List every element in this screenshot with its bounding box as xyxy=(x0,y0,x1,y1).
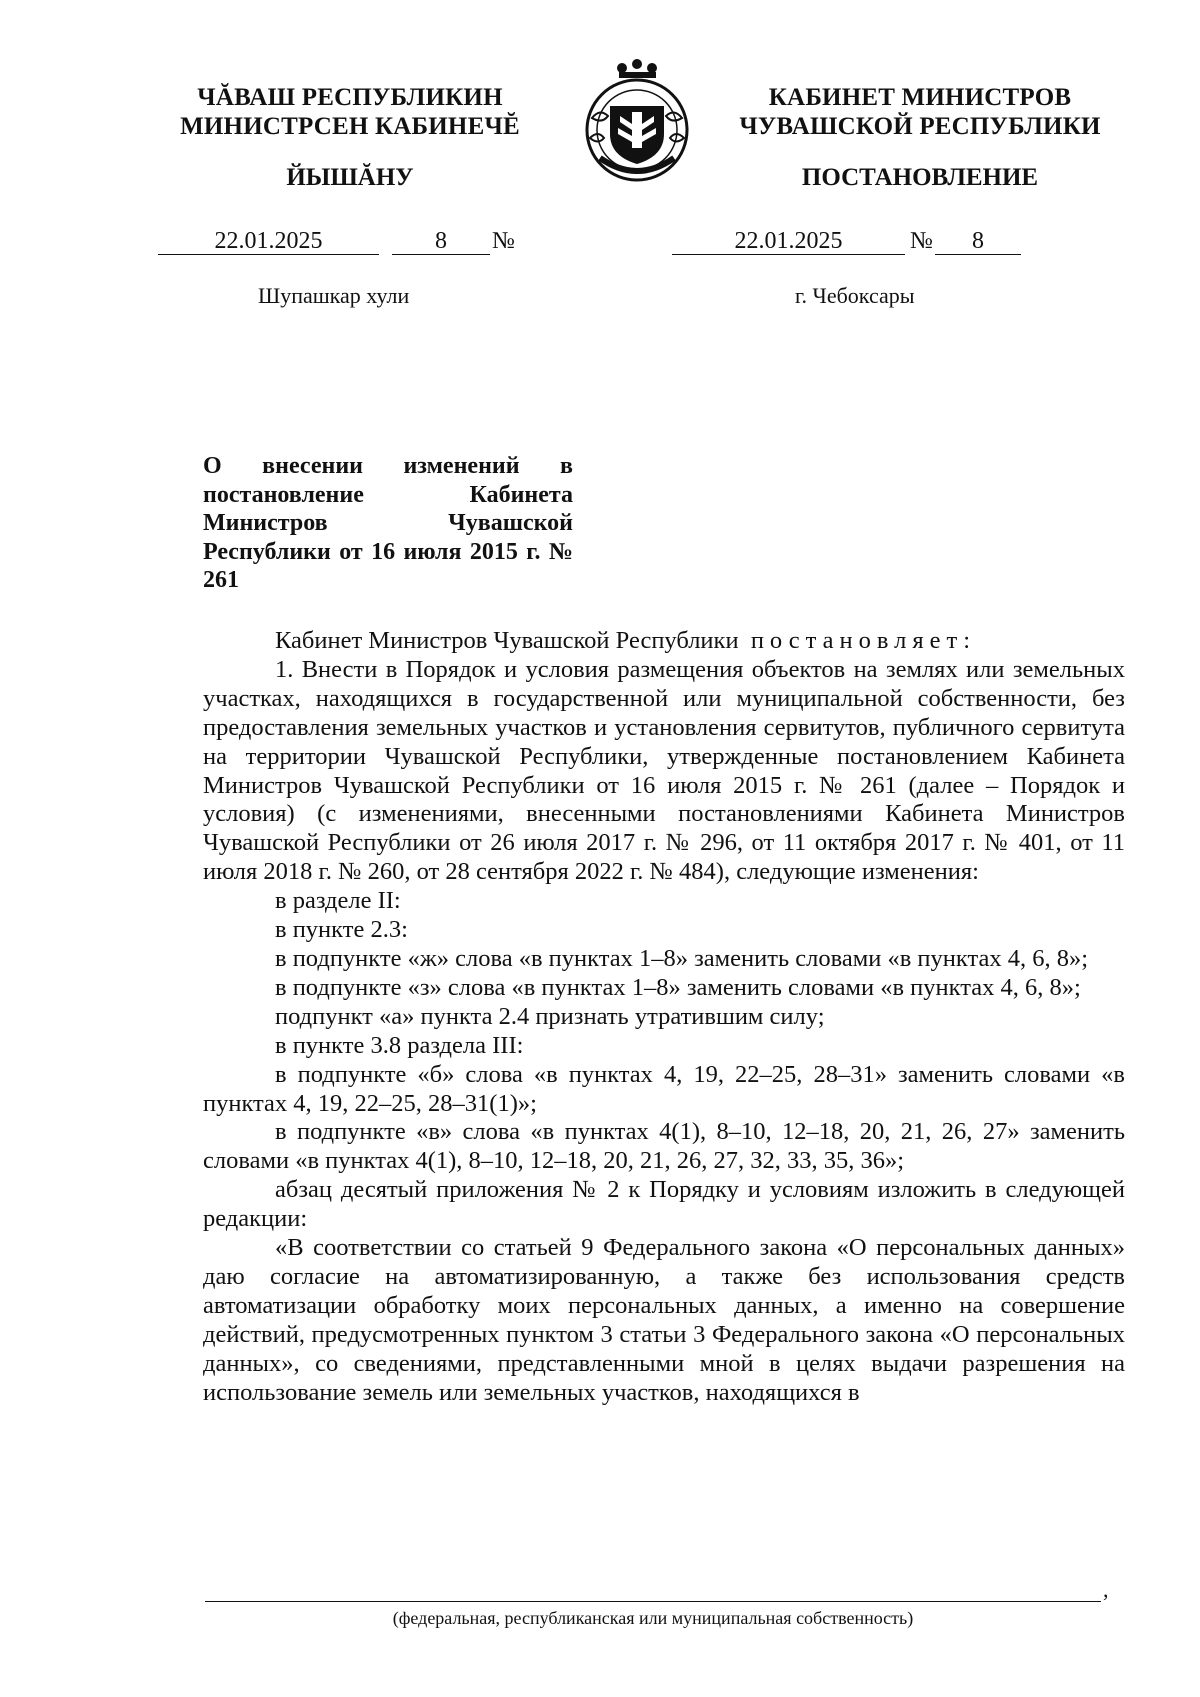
document-body xyxy=(203,627,1125,1407)
header-right-line2: ЧУВАШСКОЙ РЕСПУБЛИКИ xyxy=(739,113,1101,140)
body-paragraph: в пункте 3.8 раздела III: xyxy=(275,1031,524,1059)
right-date-field: 22.01.2025 xyxy=(672,228,905,255)
chuvash-republic-emblem-icon xyxy=(570,58,705,183)
right-city: г. Чебоксары xyxy=(795,283,915,308)
header-right-line1: КАБИНЕТ МИНИСТРОВ xyxy=(768,84,1072,111)
ownership-caption: (федеральная, республиканская или муниципальная собственность) xyxy=(392,1608,914,1628)
body-paragraph: в подпункте «з» слова «в пунктах 1–8» заменить словами «в пунктах 4, 6, 8»; xyxy=(275,973,1081,1001)
fill-line-comma: , xyxy=(1103,1577,1109,1602)
intro-paragraph xyxy=(203,627,1125,656)
body-paragraph: в подпункте «ж» слова «в пунктах 1–8» заменить словами «в пунктах 4, 6, 8»; xyxy=(275,944,1089,972)
header-left-line2: МИНИСТРСЕН КАБИНЕЧĔ xyxy=(180,113,520,140)
ownership-fill-line xyxy=(205,1581,1101,1602)
body-paragraph: «В соответствии со статьей 9 Федерального закона «О персональных данных» даю согласие на автоматизированную, а также без использования средств автоматизации обработку моих персональных данных, а именно на совершение действий, предусмотренных пунктом 3 статьи 3 Федерального закона «О персональных данных», со сведениями, представленными мной в целях выдачи разрешения на использование земель или земельных участков, находящихся в xyxy=(203,1234,1125,1406)
body-paragraph: в разделе II: xyxy=(275,887,401,915)
body-paragraph: в подпункте «в» слова «в пунктах 4(1), 8–10, 12–18, 20, 21, 26, 27» заменить словами «в пунктах 4(1), 8–10, 12–18, 20, 21, 26, 27, 32, 33, 35, 36»; xyxy=(203,1118,1125,1175)
body-paragraph: абзац десятый приложения № 2 к Порядку и условиям изложить в следующей редакции: xyxy=(203,1176,1125,1233)
right-number-sign: № xyxy=(910,228,933,254)
left-city: Шупашкар хули xyxy=(258,283,410,308)
header-left-ministry xyxy=(150,83,550,141)
intro-spaced: постановляет: xyxy=(750,627,977,654)
header-right-ministry xyxy=(720,83,1120,141)
body-paragraph: подпункт «а» пункта 2.4 признать утратившим силу; xyxy=(275,1002,825,1030)
document-title: О внесении изменений в постановление Кабинета Министров Чувашской Республики от 16 июля 2015 г. № 261 xyxy=(203,453,573,593)
header-left-line1: ЧĂВАШ РЕСПУБЛИКИН xyxy=(197,84,503,111)
left-number-field: 8 xyxy=(392,228,490,255)
body-paragraph: в пункте 2.3: xyxy=(275,916,408,944)
left-number-sign: № xyxy=(492,228,515,254)
doc-type-right: ПОСТАНОВЛЕНИЕ xyxy=(801,164,1039,191)
right-number-field: 8 xyxy=(935,228,1021,255)
body-paragraph: 1. Внести в Порядок и условия размещения объектов на землях или земельных участках, находящихся в государственной или муниципальной собственности, без предоставления земельных участков и установления сервитутов, публичного сервитута на территории Чувашской Республики, утвержденные постановлением Кабинета Министров Чувашской Республики от 16 июля 2015 г. № 261 (далее – Порядок и условия) (с изменениями, внесенными постановлениями Кабинета Министров Чувашской Республики от 26 июля 2017 г. № 296, от 11 октября 2017 г. № 401, от 11 июля 2018 г. № 260, от 28 сентября 2022 г. № 484), следующие изменения: xyxy=(203,655,1125,886)
intro-prefix: Кабинет Министров Чувашской Республики xyxy=(275,627,739,654)
body-paragraph: в подпункте «б» слова «в пунктах 4, 19, 22–25, 28–31» заменить словами «в пунктах 4, 19, 22–25, 28–31(1)»; xyxy=(203,1060,1125,1117)
doc-type-left: ЙЫШĂНУ xyxy=(286,164,414,191)
left-date-field: 22.01.2025 xyxy=(158,228,379,255)
